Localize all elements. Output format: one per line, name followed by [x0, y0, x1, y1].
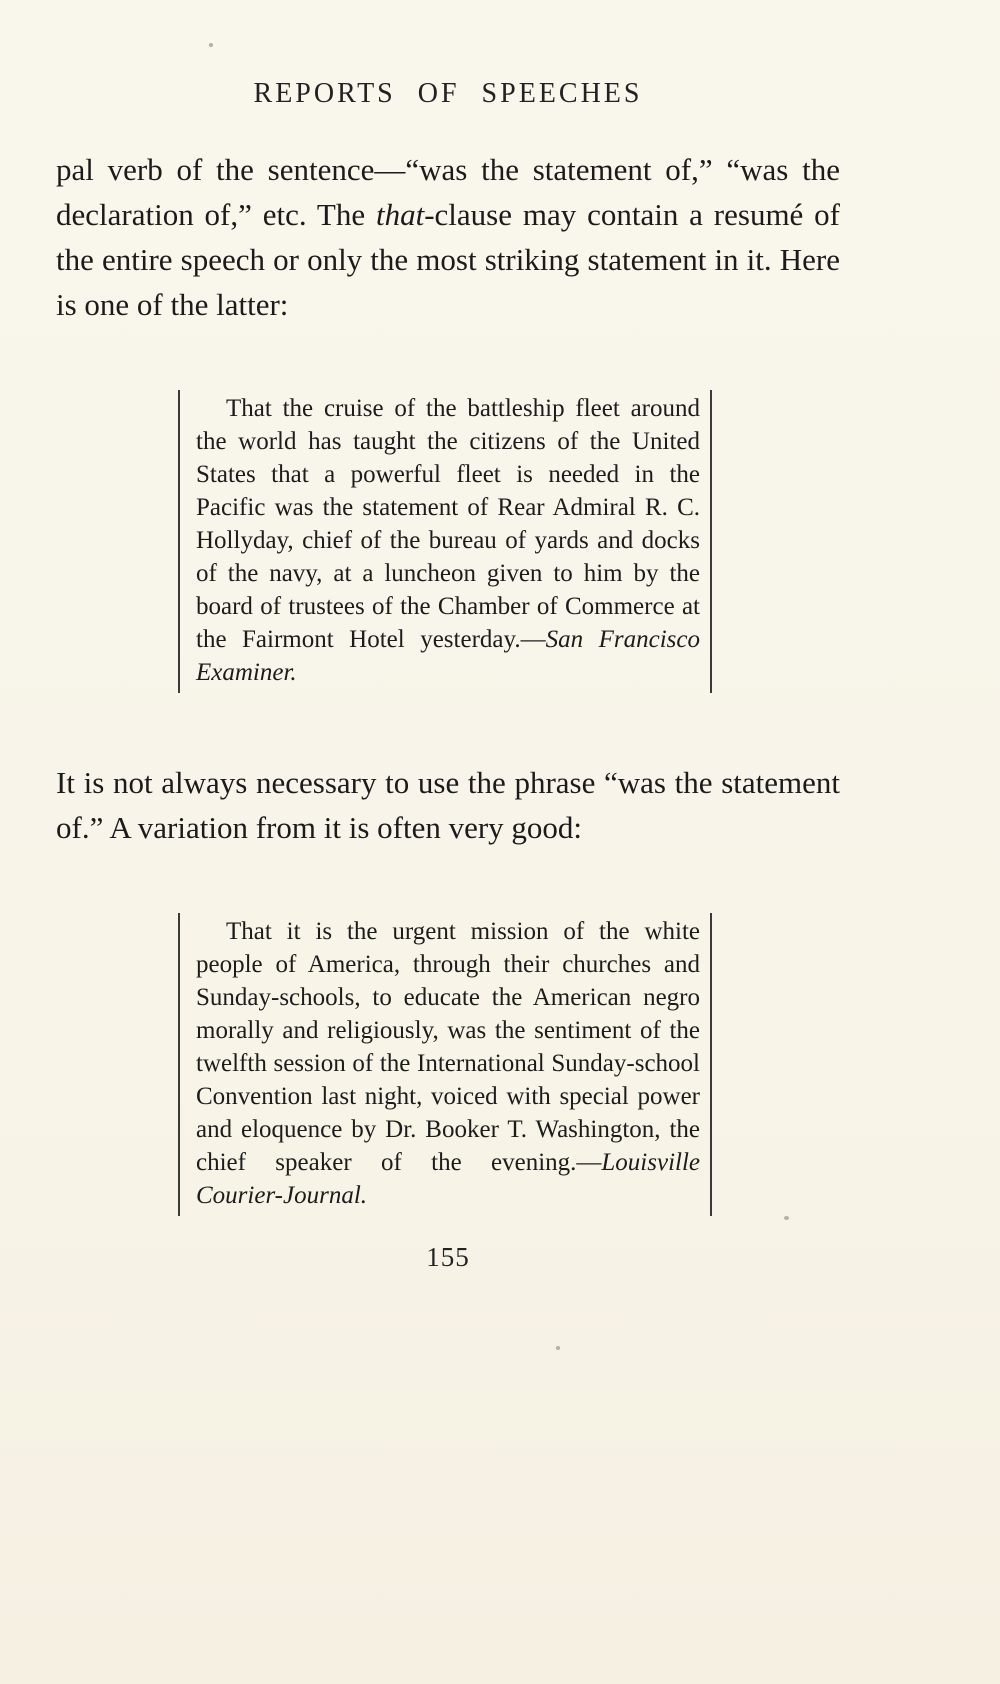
paragraph-1-text-continued: -clause may contain a resumé of the entire speech or only the most striking statement in it. Here is one of the latter: — [56, 196, 840, 322]
page-number: 155 — [426, 1241, 470, 1272]
paragraph-2-text: It is not always necessary to use the phrase “was the statement of.” A variation from it is often very good: — [56, 764, 840, 845]
quote-block-1 — [178, 390, 712, 693]
paragraph-1-italic-word: that — [375, 196, 425, 232]
quote-2-text: That it is the urgent mission of the white people of America, through their churches and Sunday-schools, to educate the American negro morally and religiously, was the sentiment of the twelfth session of the International Sunday-school Convention last night, voiced with special power and eloquence by Dr. Booker T. Washington, the chief speaker of the evening.— — [196, 917, 700, 1176]
page-title: REPORTS OF SPEECHES — [253, 78, 643, 109]
scan-artifact-dot — [784, 1216, 789, 1220]
paragraph-2 — [56, 761, 840, 851]
quote-1-text: That the cruise of the battleship fleet around the world has taught the citizens of the United States that a powerful fleet is needed in the Pacific was the statement of Rear Admiral R. C. Hollyday, chief of the bureau of yards and docks of the navy, at a luncheon given to him by the board of trustees of the Chamber of Commerce at the Fairmont Hotel yesterday.— — [196, 394, 700, 653]
quote-1-attribution: San Francisco Examiner. — [196, 625, 700, 686]
quote-2-attribution: Louisville Courier-Journal. — [196, 1148, 700, 1209]
paragraph-1-text: pal verb of the sentence—“was the statement of,” “was the declaration of,” etc. The — [56, 152, 840, 232]
scan-artifact-dot — [209, 43, 213, 47]
scan-artifact-dot — [556, 1346, 560, 1350]
paragraph-1 — [56, 148, 840, 328]
quote-block-2 — [178, 913, 712, 1216]
